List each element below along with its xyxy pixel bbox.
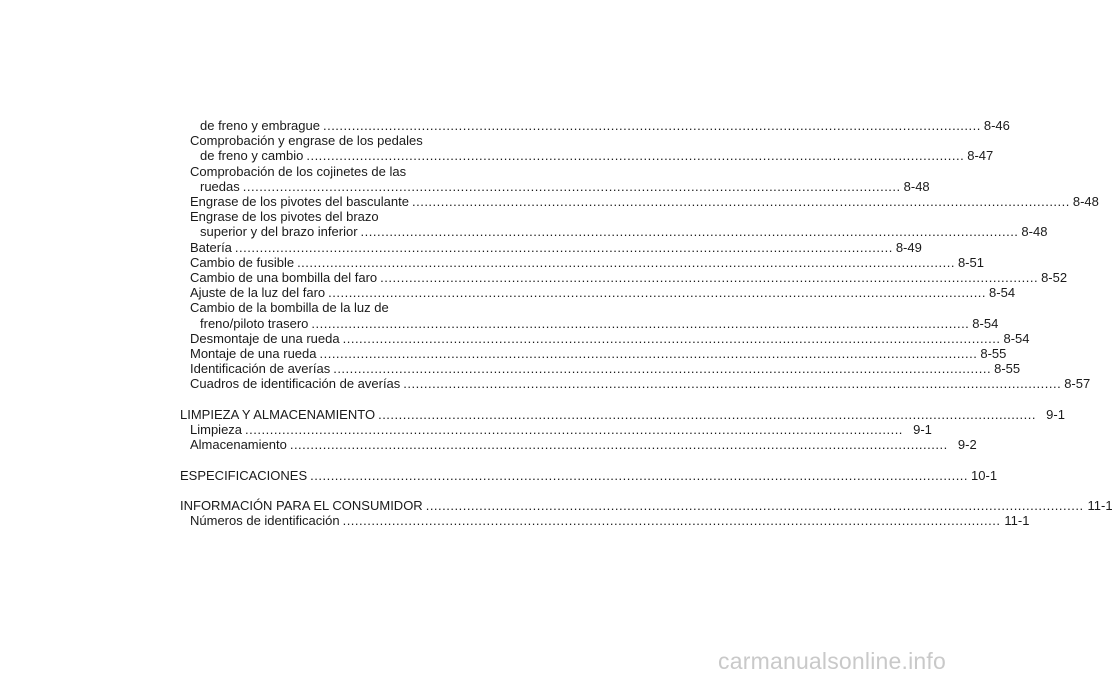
toc-entry xyxy=(180,239,922,255)
toc-entry-label: LIMPIEZA Y ALMACENAMIENTO xyxy=(180,406,376,422)
toc-entry xyxy=(180,315,999,331)
toc-entry xyxy=(180,209,464,224)
table-of-contents xyxy=(180,118,1113,529)
toc-page-number: 8-54 xyxy=(972,315,999,331)
toc-entry xyxy=(180,148,994,164)
toc-entry-label: ESPECIFICACIONES xyxy=(180,467,308,483)
toc-entry xyxy=(180,513,1030,529)
toc-leader-dots: ................................................................................................................................................................ xyxy=(380,270,1039,286)
toc-page-number: 9-1 xyxy=(1046,406,1065,422)
toc-entry xyxy=(180,346,1007,362)
toc-leader-dots: ................................................................................................................................................................ xyxy=(306,148,965,164)
toc-page-number: 8-47 xyxy=(967,148,994,164)
toc-leader-dots: ................................................................................................................................................................ xyxy=(342,513,1001,529)
toc-entry-label: ruedas xyxy=(200,178,240,194)
toc-entry xyxy=(180,437,977,453)
toc-page-number: 8-49 xyxy=(895,239,922,255)
toc-leader-dots: ................................................................................................................................................................ xyxy=(342,330,1001,346)
toc-page-number: 8-46 xyxy=(983,118,1010,133)
toc-entry-label: superior y del brazo inferior xyxy=(200,224,358,240)
toc-page-number: 8-48 xyxy=(1021,224,1048,240)
toc-entry-label: Almacenamiento xyxy=(190,437,287,453)
toc-section xyxy=(180,498,1113,514)
toc-leader-dots: ................................................................................................................................................................ xyxy=(242,178,901,194)
toc-section xyxy=(180,467,998,483)
toc-entry-label: Cuadros de identificación de averías xyxy=(190,376,401,392)
toc-page-number: 8-51 xyxy=(957,254,984,270)
toc-leader-dots: ................................................................................................................................................................ xyxy=(378,406,1036,422)
toc-page-number: 8-54 xyxy=(989,285,1016,301)
toc-entry xyxy=(180,194,1099,210)
toc-section xyxy=(180,406,1065,422)
toc-entry-label: Comprobación y engrase de los pedales xyxy=(190,133,423,149)
toc-page-number: 8-52 xyxy=(1041,270,1068,286)
toc-entry xyxy=(180,361,1021,377)
toc-page-number: 8-54 xyxy=(1003,330,1030,346)
toc-entry xyxy=(180,178,930,194)
toc-entry xyxy=(180,330,1030,346)
toc-leader-dots: ................................................................................................................................................................ xyxy=(310,467,969,483)
toc-page-number: 10-1 xyxy=(971,467,998,483)
toc-entry-label: Limpieza xyxy=(190,422,243,438)
toc-entry xyxy=(180,270,1068,286)
toc-entry xyxy=(180,300,464,315)
toc-page-number: 11-1 xyxy=(1087,498,1113,514)
toc-leader-dots: ................................................................................................................................................................ xyxy=(311,315,970,331)
toc-leader-dots: ................................................................................................................................................................ xyxy=(425,498,1084,514)
toc-entry-label: freno/piloto trasero xyxy=(200,315,309,331)
toc-leader-dots: ................................................................................................................................................................ xyxy=(234,239,893,255)
toc-leader-dots: ................................................................................................................................................................ xyxy=(333,361,992,377)
toc-leader-dots: ................................................................................................................................................................ xyxy=(360,224,1019,240)
toc-page-number: 8-55 xyxy=(994,361,1021,377)
watermark: carmanualsonline.info xyxy=(718,648,946,674)
toc-entry-label: Desmontaje de una rueda xyxy=(190,330,340,346)
toc-leader-dots: ................................................................................................................................................................ xyxy=(297,254,955,270)
toc-leader-dots: ................................................................................................................................................................ xyxy=(411,194,1070,210)
toc-entry-label: Ajuste de la luz del faro xyxy=(190,285,326,301)
toc-entry-label: Montaje de una rueda xyxy=(190,346,317,362)
toc-leader-dots: ................................................................................................................................................................ xyxy=(322,118,981,133)
toc-page-number: 8-48 xyxy=(1072,194,1099,210)
toc-entry xyxy=(180,224,1048,240)
toc-page-number: 8-57 xyxy=(1064,376,1091,392)
toc-entry-label: Engrase de los pivotes del brazo xyxy=(190,209,379,225)
toc-entry xyxy=(180,422,932,438)
toc-entry-label: Batería xyxy=(190,239,232,255)
toc-entry-label: Engrase de los pivotes del basculante xyxy=(190,194,409,210)
toc-entry-label: Identificación de averías xyxy=(190,361,331,377)
toc-entry xyxy=(180,133,464,148)
toc-page-number: 9-2 xyxy=(957,437,977,453)
toc-page-number: 9-1 xyxy=(913,422,932,438)
toc-leader-dots: ................................................................................................................................................................ xyxy=(289,437,948,453)
toc-page-number: 11-1 xyxy=(1004,513,1030,529)
toc-entry xyxy=(180,285,1016,301)
toc-entry-label: Cambio de una bombilla del faro xyxy=(190,270,378,286)
toc-leader-dots: ................................................................................................................................................................ xyxy=(319,346,978,362)
toc-leader-dots: ................................................................................................................................................................ xyxy=(245,422,903,438)
toc-entry-label: Números de identificación xyxy=(190,513,340,529)
toc-page-number: 8-55 xyxy=(980,346,1007,362)
toc-entry xyxy=(180,376,1091,392)
toc-entry-label: Cambio de la bombilla de la luz de xyxy=(190,300,389,316)
toc-entry xyxy=(180,254,984,270)
toc-page-number: 8-48 xyxy=(903,178,930,194)
toc-entry xyxy=(180,118,1010,133)
toc-entry-label: Cambio de fusible xyxy=(190,254,295,270)
toc-entry-label: Comprobación de los cojinetes de las xyxy=(190,163,407,179)
toc-leader-dots: ................................................................................................................................................................ xyxy=(403,376,1062,392)
toc-entry-label: de freno y embrague xyxy=(200,118,320,133)
toc-entry xyxy=(180,164,464,179)
toc-leader-dots: ................................................................................................................................................................ xyxy=(328,285,987,301)
toc-entry-label: de freno y cambio xyxy=(200,148,304,164)
toc-entry-label: INFORMACIÓN PARA EL CONSUMIDOR xyxy=(180,498,423,514)
